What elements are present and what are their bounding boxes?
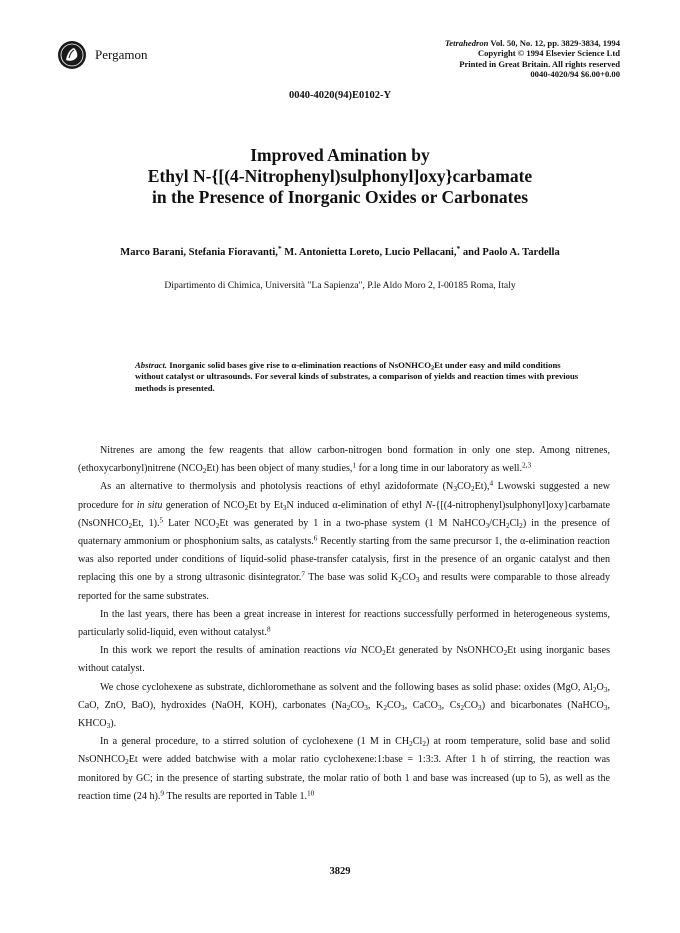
paragraph-3 — [78, 606, 610, 642]
text-fragment: We chose cyclohexene as substrate, dichloromethane as solvent and the following bases as solid phase: oxides (MgO, Al — [100, 681, 593, 693]
pergamon-logo-icon — [57, 40, 87, 70]
text-fragment: The results are reported in Table 1. — [164, 790, 308, 802]
copyright-line: Copyright © 1994 Elsevier Science Ltd — [477, 48, 620, 59]
superscript-ref: 8 — [266, 625, 271, 634]
corresponding-mark: * — [456, 244, 461, 254]
subscript: 2 — [430, 364, 435, 372]
text-fragment: CO — [401, 572, 416, 584]
journal-info — [320, 38, 620, 80]
publisher-name: Pergamon — [95, 47, 148, 62]
text-fragment: NCO — [356, 645, 383, 657]
subscript: 3 — [106, 721, 111, 730]
text-fragment: Et) has been object of many studies, — [206, 463, 353, 475]
title-line-1: Improved Amination by — [250, 145, 430, 165]
title-line-2: Ethyl N-{[(4-Nitrophenyl)sulphonyl]oxy}carbamate — [147, 166, 533, 186]
italic-text: in situ — [136, 499, 163, 511]
text-fragment: In the last years, there has been a great increase in interest for reactions successfully performed in heterogeneous systems, particularly solid-liquid, even without catalyst. — [78, 608, 610, 639]
text-fragment: As an alternative to thermolysis and photolysis reactions of ethyl azidoformate (N — [100, 481, 454, 493]
superscript-ref: 6 — [313, 534, 318, 543]
text-fragment: CO — [350, 699, 365, 711]
abstract-text: Et under easy and mild conditions without catalyst or ultrasounds. For several kinds of substrates, a comparison of yields and reaction times with previous methods is presented. — [135, 360, 579, 393]
text-fragment: Cl — [412, 736, 423, 748]
subscript: 2 — [346, 703, 351, 712]
text-fragment: Et), — [474, 481, 490, 493]
paragraph-6 — [78, 733, 610, 806]
subscript: 3 — [364, 703, 368, 712]
superscript-ref: 1 — [352, 461, 357, 470]
journal-name: Tetrahedron — [444, 38, 489, 48]
text-fragment: O — [596, 681, 604, 693]
affiliation: Dipartimento di Chimica, Università "La Sapienza", P.le Aldo Moro 2, I-00185 Roma, Italy — [164, 280, 516, 291]
text-fragment: Recently starting from the same precursor 1, the α-elimination reaction was also reported under conditions of liquid-solid phase-transfer catalysis, first in the presence of an organic catalyst and then replacing this one by a strong ultrasonic disintegrator. — [78, 536, 610, 584]
subscript: 3 — [437, 703, 442, 712]
text-fragment: The base was solid K — [304, 572, 399, 584]
subscript: 2 — [383, 703, 387, 712]
text-fragment: generation of NCO — [162, 499, 245, 511]
text-fragment: Et generated by NsONHCO — [385, 645, 504, 657]
superscript-ref: 5 — [159, 516, 164, 525]
subscript: 3 — [415, 576, 420, 585]
superscript-ref: 4 — [489, 479, 494, 488]
price-code: 0040-4020/94 $6.00+0.00 — [530, 69, 620, 80]
subscript: 3 — [453, 485, 457, 494]
subscript: 2 — [202, 467, 207, 476]
subscript: 3 — [485, 521, 490, 530]
italic-text: via — [344, 645, 357, 657]
subscript: 2 — [128, 521, 133, 530]
abstract-label: Abstract. — [135, 360, 168, 370]
text-fragment: CO — [464, 699, 479, 711]
subscript: 2 — [460, 703, 465, 712]
abstract-text: Inorganic solid bases give rise to α-elimination reactions of NsONHCO — [167, 360, 431, 370]
text-fragment: , CaO, ZnO, BaO), hydroxides (NaOH, KOH), carbonates (Na — [78, 681, 610, 711]
text-fragment: Et, 1). — [132, 517, 160, 529]
superscript-ref: 9 — [160, 789, 165, 798]
subscript: 2 — [470, 485, 475, 494]
subscript: 2 — [125, 758, 129, 767]
subscript: 2 — [503, 649, 508, 658]
text-fragment: ) in the presence of quaternary ammonium or phosphonium salts, as catalysts. — [78, 517, 610, 548]
text-fragment: ) and bicarbonates (NaHCO — [481, 699, 604, 711]
text-fragment: Lwowski suggested a new procedure for — [78, 481, 610, 511]
journal-citation — [320, 38, 620, 48]
body-text — [78, 442, 610, 806]
text-fragment: /CH — [489, 517, 506, 529]
article-title — [40, 145, 640, 208]
text-fragment: Et were added batchwise with a molar ratio cyclohexene:1:base = 1:3:3. After 1 h of stirring, the reaction was monitored by GC; in the presence of starting substrate, the molar ratio of both 1 and base was increased (up to 5), as well as the reaction time (24 h). — [78, 754, 610, 802]
title-line-3: in the Presence of Inorganic Oxides or Carbonates — [151, 187, 529, 207]
subscript: 2 — [409, 740, 413, 749]
text-fragment: , Cs — [441, 699, 461, 711]
subscript: 3 — [478, 703, 482, 712]
superscript-ref: 10 — [307, 789, 315, 798]
text-fragment: CO — [386, 699, 401, 711]
subscript: 3 — [603, 703, 608, 712]
author-segment: M. Antonietta Loreto, Lucio Pellacani, — [281, 247, 457, 258]
subscript: 2 — [398, 576, 402, 585]
text-fragment: , K — [367, 699, 384, 711]
paragraph-2 — [78, 478, 610, 605]
subscript: 2 — [519, 521, 523, 530]
text-fragment: Et using inorganic bases without catalyst. — [78, 645, 611, 675]
printed-line: Printed in Great Britain. All rights reserved — [459, 58, 620, 69]
author-segment: Marco Barani, — [120, 247, 189, 258]
paragraph-4 — [78, 642, 610, 678]
paragraph-1 — [78, 442, 610, 478]
page-number: 3829 — [329, 866, 351, 877]
text-fragment: ) at room temperature, solid base and solid NsONHCO — [78, 736, 610, 766]
text-fragment: Later NCO — [163, 517, 216, 529]
subscript: 2 — [215, 521, 220, 530]
text-fragment: In this work we report the results of amination reactions — [100, 645, 345, 657]
doi-code: 0040-4020(94)E0102-Y — [288, 90, 392, 101]
text-fragment: for a long time in our laboratory as well. — [356, 463, 523, 475]
text-fragment: Et was generated by 1 in a two-phase system (1 M NaHCO — [219, 517, 486, 529]
text-fragment: , CaCO — [404, 699, 438, 711]
abstract — [135, 360, 585, 394]
author-segment: and Paolo A. Tardella — [460, 247, 560, 258]
subscript: 3 — [603, 685, 608, 694]
italic-text: N — [425, 499, 433, 511]
text-fragment: , KHCO — [78, 699, 610, 730]
author-segment: Stefania Fioravanti, — [188, 247, 278, 258]
journal-details: Vol. 50, No. 12, pp. 3829-3834, 1994 — [488, 38, 620, 48]
superscript-ref: 2,3 — [522, 461, 532, 470]
text-fragment: CO — [456, 481, 471, 493]
subscript: 2 — [592, 685, 597, 694]
text-fragment: Cl — [509, 517, 520, 529]
superscript-ref: 7 — [301, 570, 305, 579]
text-fragment: and results were comparable to those already reported for the same substrates. — [78, 572, 611, 602]
text-fragment: Et by Et — [248, 499, 283, 511]
text-fragment: Nitrenes are among the few reagents that allow carbon-nitrogen bond formation in only one step. Among nitrenes, (ethoxycarbonyl)nitrene (NCO — [78, 445, 610, 475]
author-list — [20, 244, 660, 258]
corresponding-mark: * — [277, 244, 282, 254]
text-fragment: N induced α-elimination of ethyl — [286, 499, 426, 511]
text-fragment: -{[(4-nitrophenyl)sulphonyl]oxy}carbamate (NsONHCO — [78, 499, 611, 529]
text-fragment: In a general procedure, to a stirred solution of cyclohexene (1 M in CH — [100, 736, 410, 748]
subscript: 2 — [382, 649, 386, 658]
subscript: 3 — [400, 703, 405, 712]
text-fragment: ). — [110, 718, 117, 730]
paragraph-5 — [78, 679, 610, 734]
subscript: 2 — [422, 740, 426, 749]
subscript: 3 — [282, 503, 287, 512]
subscript: 2 — [244, 503, 249, 512]
subscript: 2 — [505, 521, 510, 530]
